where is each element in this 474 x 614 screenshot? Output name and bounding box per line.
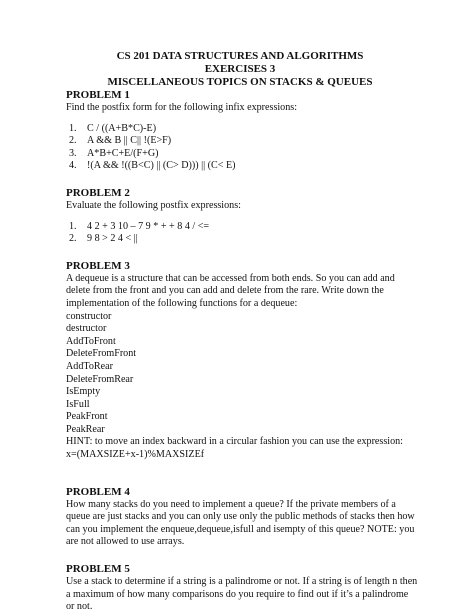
course-title: CS 201 DATA STRUCTURES AND ALGORITHMS [116,50,364,62]
list-item: DeleteFromFront [66,348,137,360]
problem-5 [66,563,418,614]
problem-5-heading: PROBLEM 5 [66,563,130,576]
problem-1-heading: PROBLEM 1 [66,89,130,101]
list-item: destructor [66,323,107,335]
list-item: AddToRear [66,360,113,372]
list-item: 2. A && B || C|| !(E>F) [69,135,172,147]
problem-1 [66,89,418,173]
function-list [66,311,418,437]
problem-1-list [66,123,418,173]
document-header [62,50,418,89]
problem-3-text: A dequeue is a structure that can be accessed from both ends. So you can add and delete from the front and you can add and delete from the rare. Write down the implementation of the following functions for a dequeue: [66,272,395,309]
list-item: PeakRear [66,423,105,435]
list-item: IsFull [66,398,90,410]
list-item: 4. !(A && !((B<C) || (C> D))) || (C< E) [69,160,236,172]
problem-5-text: Use a stack to determine if a string is a palindrome or not. If a string is of length n then a maximum of how many comparisons do you require to find out if it’s a palindrome or not. [66,576,418,613]
list-item: 1. 4 2 + 3 10 – 7 9 * + + 8 4 / <= [69,220,210,232]
problem-3-expression: x=(MAXSIZE+x-1)%MAXSIZEf [66,449,205,461]
problem-2-heading: PROBLEM 2 [66,186,130,199]
problem-1-intro: Find the postfix form for the following infix expressions: [66,102,298,113]
exercise-title: EXERCISES 3 [204,63,276,75]
problem-2 [66,187,418,246]
list-item: PeakFront [66,411,108,423]
list-item: constructor [66,310,112,322]
list-item: DeleteFromRear [66,373,134,385]
problem-3-heading: PROBLEM 3 [66,259,130,272]
problem-2-intro: Evaluate the following postfix expressions: [66,199,241,211]
problem-2-list [66,221,418,246]
list-item: 2. 9 8 > 2 4 < || [69,233,138,245]
list-item: IsEmpty [66,386,101,398]
list-item: 1. C / ((A+B*C)-E) [69,122,157,134]
problem-3 [66,260,418,462]
topic-title: MISCELLANEOUS TOPICS ON STACKS & QUEUES [107,76,373,88]
problem-4 [66,486,418,549]
list-item: 3. A*B+C+E/(F+G) [69,147,159,159]
problem-4-text: How many stacks do you need to implement a queue? If the private members of a queue are just stacks and you can only use only the public methods of stacks then how can you implement the enqueue,dequeue,isfull and isempty of this queue? NOTE: you are not allowed to use arrays. [66,498,415,548]
problem-4-heading: PROBLEM 4 [66,485,130,498]
problem-3-hint: HINT: to move an index backward in a circular fashion you can use the expression: [66,436,403,448]
list-item: AddToFront [66,335,116,347]
